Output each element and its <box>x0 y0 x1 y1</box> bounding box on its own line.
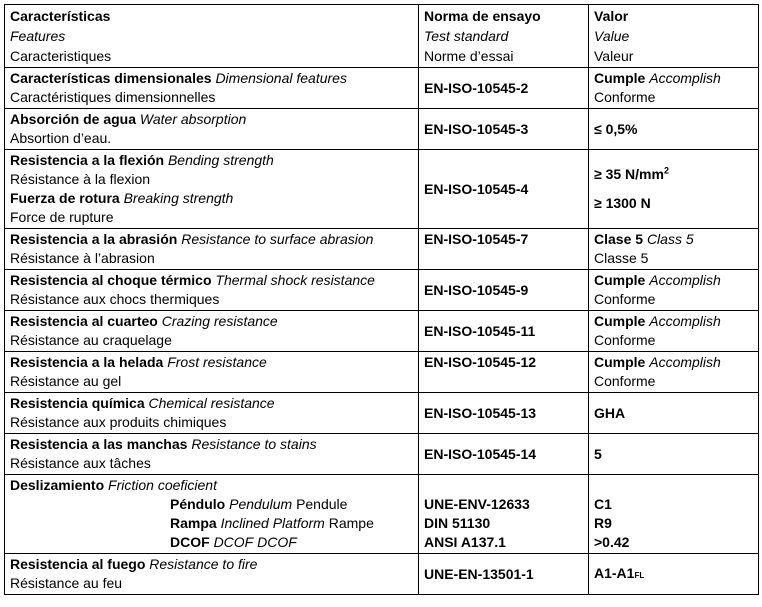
feature-cell <box>5 270 419 311</box>
feature-label-es: Características dimensionales <box>10 70 212 86</box>
feature-label-fr: Résistance au gel <box>10 373 122 389</box>
table-row <box>5 352 759 393</box>
value-es: Cumple <box>594 313 646 329</box>
standard-pendulum: UNE-ENV-12633 <box>424 496 530 512</box>
feature-cell <box>5 393 419 434</box>
standard-cell: EN-ISO-10545-2 <box>419 68 589 109</box>
value-ramp: R9 <box>594 515 612 531</box>
characteristics-table <box>4 4 759 595</box>
table-row <box>5 554 759 595</box>
standard-cell: EN-ISO-10545-9 <box>419 270 589 311</box>
feature-cell <box>5 352 419 393</box>
feature-cell <box>5 229 419 270</box>
value-cell <box>589 554 759 595</box>
header-label-en: Value <box>594 28 630 44</box>
feature-label-en: Thermal shock resistance <box>215 272 375 288</box>
header-label-es: Características <box>10 8 111 24</box>
value-es: Cumple <box>594 70 646 86</box>
value-dcof: >0.42 <box>594 534 630 550</box>
feature-label-es: Absorción de agua <box>10 111 137 127</box>
feature-label-fr: Résistance au craquelage <box>10 332 172 348</box>
value-fr: Conforme <box>594 291 656 307</box>
value-cell <box>589 270 759 311</box>
feature-label-fr: Absortion d’eau. <box>10 130 112 146</box>
feature-label-es: Resistencia al choque térmico <box>10 272 212 288</box>
feature-label-fr: Force de rupture <box>10 209 114 225</box>
value-en: Accomplish <box>649 354 721 370</box>
standard-cell: EN-ISO-10545-12 <box>419 352 589 393</box>
fire-class-suffix: FL <box>634 570 645 580</box>
value-en: Class 5 <box>646 231 694 247</box>
feature-label-es: Resistencia a la flexión <box>10 152 165 168</box>
feature-label-en: Friction coeficient <box>108 477 217 493</box>
header-characteristics <box>5 5 419 68</box>
feature-label-es: Resistencia al cuarteo <box>10 313 158 329</box>
standard-ramp: DIN 51130 <box>424 515 491 531</box>
value-es: Clase 5 <box>594 231 644 247</box>
standard-cell: EN-ISO-10545-4 <box>419 150 589 229</box>
value-fr: Classe 5 <box>594 250 649 266</box>
value-cell: ≤ 0,5% <box>589 109 759 150</box>
feature-cell <box>5 475 419 554</box>
feature-cell <box>5 150 419 229</box>
feature-cell <box>5 109 419 150</box>
feature-label-es: Resistencia a la abrasión <box>10 231 178 247</box>
breaking-strength-value: ≥ 1300 N <box>594 195 651 211</box>
value-en: Accomplish <box>649 313 721 329</box>
standard-cell: EN-ISO-10545-14 <box>419 434 589 475</box>
table-row <box>5 434 759 475</box>
sub-feature-pendulum: Péndulo Pendulum Pendule <box>170 496 348 512</box>
table-row <box>5 393 759 434</box>
table-row <box>5 270 759 311</box>
feature-label-en: Resistance to fire <box>149 556 258 572</box>
feature-label-es: Resistencia al fuego <box>10 556 146 572</box>
value-cell <box>589 150 759 229</box>
value-pendulum: C1 <box>594 496 612 512</box>
table-row <box>5 229 759 270</box>
feature-cell <box>5 434 419 475</box>
header-label-es: Valor <box>594 8 629 24</box>
feature-label-fr: Résistance à l’abrasion <box>10 250 155 266</box>
header-label-fr: Caracteristiques <box>10 48 112 64</box>
value-cell <box>589 68 759 109</box>
feature-label-en: Frost resistance <box>167 354 267 370</box>
feature-label-fr: Caractéristiques dimensionnelles <box>10 89 216 105</box>
value-cell: 5 <box>589 434 759 475</box>
feature-label-fr: Résistance aux tâches <box>10 455 151 471</box>
header-label-fr: Norme d’essai <box>424 48 514 64</box>
feature-label-es: Deslizamiento <box>10 477 105 493</box>
feature-label-es: Resistencia a la helada <box>10 354 164 370</box>
value-fr: Conforme <box>594 332 656 348</box>
standard-cell: UNE-EN-13501-1 <box>419 554 589 595</box>
feature-label-en: Resistance to surface abrasion <box>181 231 374 247</box>
sub-feature-dcof: DCOF DCOF DCOF <box>170 534 297 550</box>
standard-cell: EN-ISO-10545-13 <box>419 393 589 434</box>
value-cell: GHA <box>589 393 759 434</box>
header-test-standard <box>419 5 589 68</box>
value-cell <box>589 475 759 554</box>
feature-cell <box>5 68 419 109</box>
standard-cell: EN-ISO-10545-11 <box>419 311 589 352</box>
value-en: Accomplish <box>649 70 721 86</box>
standard-cell: EN-ISO-10545-7 <box>419 229 589 270</box>
feature-label-en: Resistance to stains <box>191 436 317 452</box>
value-en: Accomplish <box>649 272 721 288</box>
standard-cell: EN-ISO-10545-3 <box>419 109 589 150</box>
standard-dcof: ANSI A137.1 <box>424 534 506 550</box>
feature-cell <box>5 554 419 595</box>
sub-feature-ramp: Rampa Inclined Platform Rampe <box>170 515 374 531</box>
table-row <box>5 68 759 109</box>
value-cell <box>589 352 759 393</box>
unit-exponent: 2 <box>663 165 669 176</box>
standard-cell <box>419 475 589 554</box>
table-row <box>5 311 759 352</box>
feature-cell <box>5 311 419 352</box>
table-row <box>5 475 759 554</box>
header-label-es: Norma de ensayo <box>424 8 541 24</box>
header-row <box>5 5 759 68</box>
feature-label-es: Resistencia a las manchas <box>10 436 188 452</box>
value-es: Cumple <box>594 272 646 288</box>
fire-class-value: A1-A1 <box>594 564 635 581</box>
feature-label-fr: Résistance à la flexion <box>10 171 151 187</box>
feature-label-es: Fuerza de rotura <box>10 190 120 206</box>
value-es: Cumple <box>594 354 646 370</box>
header-label-fr: Valeur <box>594 48 634 64</box>
bending-strength-value: ≥ 35 N/mm <box>594 166 664 182</box>
value-cell <box>589 311 759 352</box>
feature-label-fr: Résistance aux produits chimiques <box>10 414 227 430</box>
feature-label-en: Crazing resistance <box>161 313 278 329</box>
feature-label-en: Chemical resistance <box>148 395 275 411</box>
feature-label-es: Resistencia química <box>10 395 145 411</box>
header-label-en: Test standard <box>424 28 509 44</box>
header-value <box>589 5 759 68</box>
feature-label-en: Breaking strength <box>123 190 234 206</box>
table-row <box>5 150 759 229</box>
value-fr: Conforme <box>594 373 656 389</box>
header-label-en: Features <box>10 28 66 44</box>
feature-label-fr: Résistance aux chocs thermiques <box>10 291 220 307</box>
table-row <box>5 109 759 150</box>
feature-label-fr: Résistance au feu <box>10 575 123 591</box>
feature-label-en: Bending strength <box>167 152 274 168</box>
value-cell <box>589 229 759 270</box>
value-fr: Conforme <box>594 89 656 105</box>
feature-label-en: Dimensional features <box>215 70 347 86</box>
feature-label-en: Water absorption <box>139 111 247 127</box>
